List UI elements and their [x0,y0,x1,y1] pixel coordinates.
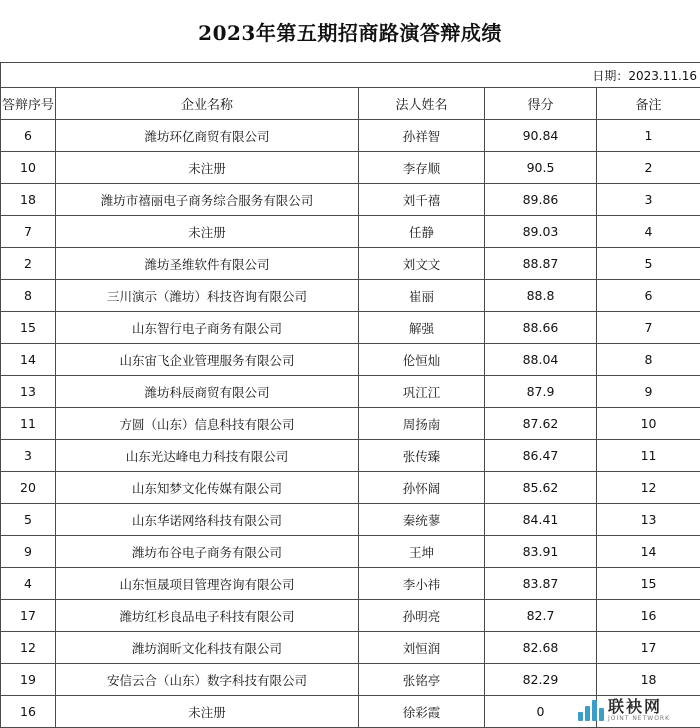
seq-cell: 5 [1,504,56,536]
remark-cell: 3 [597,184,700,216]
company-cell: 潍坊红杉良品电子科技有限公司 [56,600,359,632]
remark-cell: 14 [597,536,700,568]
score-cell: 89.03 [485,216,597,248]
table-row [1,440,700,472]
remark-cell: 5 [597,248,700,280]
header-remark: 备注 [597,88,700,120]
score-cell: 89.86 [485,184,597,216]
remark-cell: 7 [597,312,700,344]
seq-cell: 15 [1,312,56,344]
score-cell: 87.9 [485,376,597,408]
legal-person-cell: 任静 [359,216,485,248]
legal-person-cell: 刘文文 [359,248,485,280]
remark-cell: 15 [597,568,700,600]
score-cell: 82.68 [485,632,597,664]
seq-cell: 10 [1,152,56,184]
table-body [1,120,700,728]
table-row [1,632,700,664]
legal-person-cell: 秦统蓼 [359,504,485,536]
legal-person-cell: 刘恒润 [359,632,485,664]
remark-cell: 12 [597,472,700,504]
table-row [1,376,700,408]
company-cell: 山东宙飞企业管理服务有限公司 [56,344,359,376]
score-cell: 83.91 [485,536,597,568]
seq-cell: 9 [1,536,56,568]
remark-cell: 11 [597,440,700,472]
legal-person-cell: 周扬南 [359,408,485,440]
company-cell: 潍坊市禧丽电子商务综合服务有限公司 [56,184,359,216]
legal-person-cell: 解强 [359,312,485,344]
seq-cell: 2 [1,248,56,280]
legal-person-cell: 巩江江 [359,376,485,408]
legal-person-cell: 崔丽 [359,280,485,312]
legal-person-cell: 徐彩霞 [359,696,485,728]
network-logo-icon [578,699,604,721]
header-legal-person: 法人姓名 [359,88,485,120]
score-cell: 88.8 [485,280,597,312]
table-row [1,184,700,216]
seq-cell: 18 [1,184,56,216]
table-row [1,312,700,344]
remark-cell: 9 [597,376,700,408]
remark-cell: 2 [597,152,700,184]
company-cell: 山东恒晟项目管理咨询有限公司 [56,568,359,600]
score-cell: 86.47 [485,440,597,472]
company-cell: 潍坊环亿商贸有限公司 [56,120,359,152]
score-cell: 88.04 [485,344,597,376]
company-cell: 安信云合（山东）数字科技有限公司 [56,664,359,696]
legal-person-cell: 刘千禧 [359,184,485,216]
table-row [1,280,700,312]
company-cell: 潍坊圣维软件有限公司 [56,248,359,280]
seq-cell: 13 [1,376,56,408]
company-cell: 山东光达峰电力科技有限公司 [56,440,359,472]
table-row [1,664,700,696]
company-cell: 潍坊科辰商贸有限公司 [56,376,359,408]
legal-person-cell: 张铭亭 [359,664,485,696]
legal-person-cell: 王坤 [359,536,485,568]
legal-person-cell: 孙明亮 [359,600,485,632]
legal-person-cell: 孙祥智 [359,120,485,152]
table-row [1,536,700,568]
seq-cell: 20 [1,472,56,504]
seq-cell: 7 [1,216,56,248]
remark-cell: 8 [597,344,700,376]
score-cell: 0 [485,696,597,728]
legal-person-cell: 孙怀阔 [359,472,485,504]
header-seq: 答辩序号 [1,88,56,120]
remark-cell: 10 [597,408,700,440]
score-cell: 85.62 [485,472,597,504]
company-cell: 三川演示（潍坊）科技咨询有限公司 [56,280,359,312]
seq-cell: 6 [1,120,56,152]
table-row [1,600,700,632]
score-table [0,62,700,728]
company-cell: 潍坊布谷电子商务有限公司 [56,536,359,568]
remark-cell: 4 [597,216,700,248]
table-row [1,504,700,536]
seq-cell: 16 [1,696,56,728]
company-cell: 山东智行电子商务有限公司 [56,312,359,344]
watermark-en-text: JOINT NETWORK [608,716,670,722]
score-cell: 88.87 [485,248,597,280]
company-cell: 山东华诺网络科技有限公司 [56,504,359,536]
date-row [1,63,700,88]
table-row [1,216,700,248]
legal-person-cell: 伦恒灿 [359,344,485,376]
score-cell: 82.7 [485,600,597,632]
remark-cell: 17 [597,632,700,664]
company-cell: 山东知梦文化传媒有限公司 [56,472,359,504]
seq-cell: 17 [1,600,56,632]
seq-cell: 4 [1,568,56,600]
legal-person-cell: 李小祎 [359,568,485,600]
legal-person-cell: 李存顺 [359,152,485,184]
table-row [1,248,700,280]
remark-cell: 16 [597,600,700,632]
seq-cell: 11 [1,408,56,440]
remark-cell: 6 [597,280,700,312]
company-cell: 未注册 [56,152,359,184]
remark-cell: 18 [597,664,700,696]
seq-cell: 19 [1,664,56,696]
company-cell: 未注册 [56,216,359,248]
table-row [1,344,700,376]
score-cell: 88.66 [485,312,597,344]
table-row [1,152,700,184]
table-row [1,568,700,600]
score-cell: 87.62 [485,408,597,440]
company-cell: 潍坊润昕文化科技有限公司 [56,632,359,664]
score-cell: 90.84 [485,120,597,152]
table-row [1,408,700,440]
score-cell: 82.29 [485,664,597,696]
watermark-cn-text: 联袂网 [608,699,670,715]
page-title: 2023年第五期招商路演答辩成绩 [0,0,700,62]
remark-cell: 13 [597,504,700,536]
watermark-logo [578,695,692,725]
table-row [1,472,700,504]
header-score: 得分 [485,88,597,120]
header-row [1,88,700,120]
header-company: 企业名称 [56,88,359,120]
seq-cell: 14 [1,344,56,376]
legal-person-cell: 张传臻 [359,440,485,472]
seq-cell: 8 [1,280,56,312]
remark-cell: 1 [597,120,700,152]
table-row [1,120,700,152]
score-cell: 83.87 [485,568,597,600]
seq-cell: 12 [1,632,56,664]
score-cell: 90.5 [485,152,597,184]
company-cell: 未注册 [56,696,359,728]
score-cell: 84.41 [485,504,597,536]
company-cell: 方圆（山东）信息科技有限公司 [56,408,359,440]
seq-cell: 3 [1,440,56,472]
date-label: 日期：2023.11.16 [1,63,700,88]
